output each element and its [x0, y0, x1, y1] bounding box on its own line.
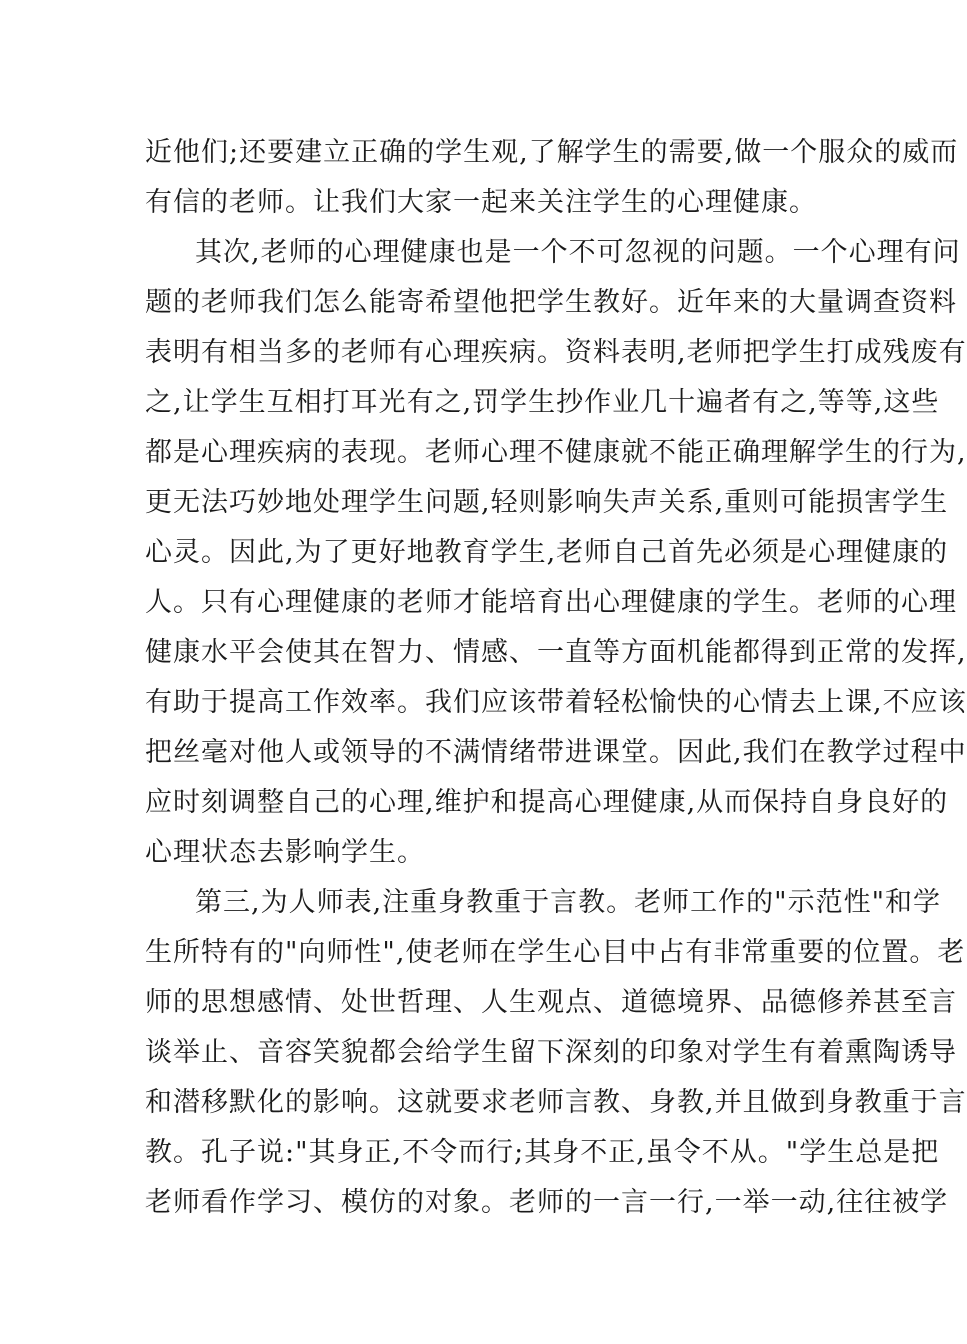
- text-line: 和潜移默化的影响。这就要求老师言教、身教,并且做到身教重于言: [145, 1087, 967, 1118]
- text-line: 把丝毫对他人或领导的不满情绪带进课堂。因此,我们在教学过程中: [145, 737, 967, 768]
- body-text: [145, 128, 967, 1228]
- text-line: 都是心理疾病的表现。老师心理不健康就不能正确理解学生的行为,: [145, 437, 967, 468]
- text-line: 近他们;还要建立正确的学生观,了解学生的需要,做一个服众的威而: [145, 137, 959, 168]
- text-line: 师的思想感情、处世哲理、人生观点、道德境界、品德修养甚至言: [145, 987, 957, 1018]
- text-line: 健康水平会使其在智力、情感、一直等方面机能都得到正常的发挥,: [145, 637, 967, 668]
- paragraph-3: [145, 878, 967, 1228]
- text-line: 有助于提高工作效率。我们应该带着轻松愉快的心情去上课,不应该: [145, 687, 967, 718]
- text-line: 谈举止、音容笑貌都会给学生留下深刻的印象对学生有着熏陶诱导: [145, 1037, 957, 1068]
- text-line: 心灵。因此,为了更好地教育学生,老师自己首先必须是心理健康的: [145, 537, 949, 568]
- paragraph-1: [145, 128, 959, 228]
- text-line: 题的老师我们怎么能寄希望他把学生教好。近年来的大量调查资料: [145, 287, 957, 318]
- text-line: 生所特有的"向师性",使老师在学生心目中占有非常重要的位置。老: [145, 937, 966, 968]
- text-line: 之,让学生互相打耳光有之,罚学生抄作业几十遍者有之,等等,这些: [145, 387, 940, 418]
- text-line: 老师看作学习、模仿的对象。老师的一言一行,一举一动,往往被学: [145, 1187, 949, 1218]
- text-line: 心理状态去影响学生。: [145, 837, 425, 868]
- text-line: 更无法巧妙地处理学生问题,轻则影响失声关系,重则可能损害学生: [145, 487, 949, 518]
- text-line: 表明有相当多的老师有心理疾病。资料表明,老师把学生打成残废有: [145, 337, 967, 368]
- text-line: 第三,为人师表,注重身教重于言教。老师工作的"示范性"和学: [195, 887, 942, 918]
- text-line: 其次,老师的心理健康也是一个不可忽视的问题。一个心理有问: [195, 237, 961, 268]
- text-line: 教。孔子说:"其身正,不令而行;其身不正,虽令不从。"学生总是把: [145, 1137, 940, 1168]
- paragraph-2: [145, 228, 967, 878]
- text-line: 人。只有心理健康的老师才能培育出心理健康的学生。老师的心理: [145, 587, 957, 618]
- text-line: 应时刻调整自己的心理,维护和提高心理健康,从而保持自身良好的: [145, 787, 949, 818]
- text-line: 有信的老师。让我们大家一起来关注学生的心理健康。: [145, 187, 817, 218]
